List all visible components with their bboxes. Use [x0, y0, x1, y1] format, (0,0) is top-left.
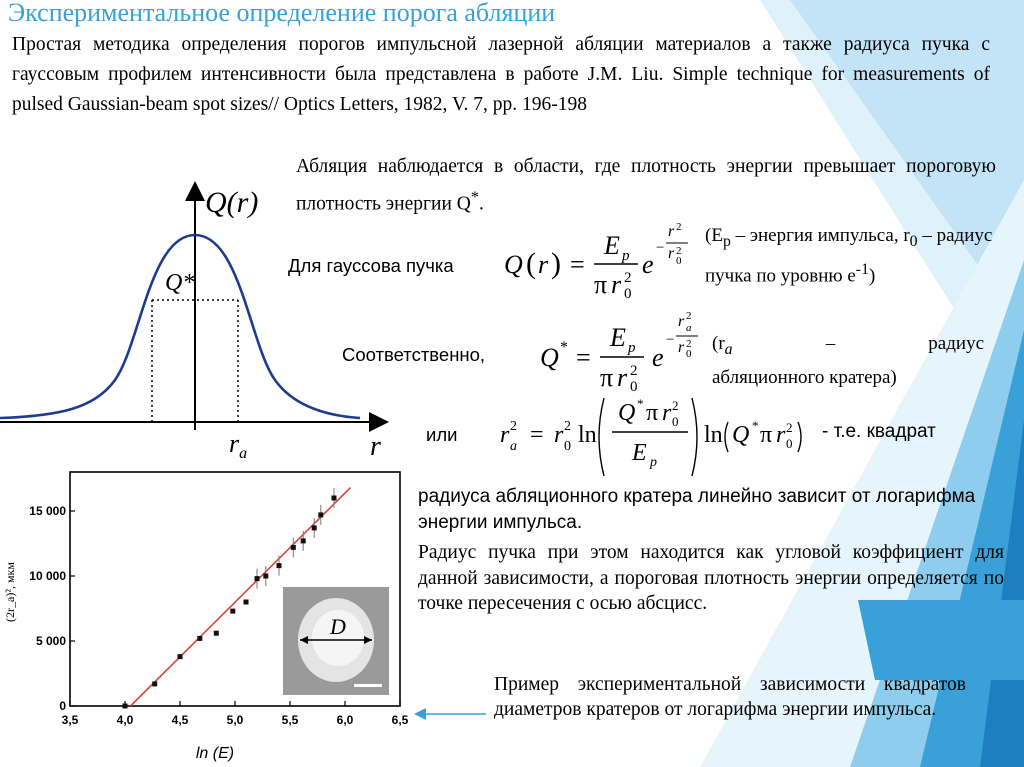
scale-bar: [354, 684, 382, 687]
data-point: [301, 538, 306, 543]
svg-text:r: r: [617, 363, 628, 392]
svg-text:E: E: [610, 323, 626, 352]
ablation-end: .: [478, 193, 484, 215]
experimental-chart: [0, 462, 410, 767]
x-tick-label: 6,5: [391, 713, 409, 727]
diameter-label: D: [330, 614, 346, 639]
note-sub: p: [722, 232, 731, 250]
svg-text:=: =: [570, 250, 585, 279]
data-point: [123, 704, 128, 709]
svg-text:e: e: [652, 343, 664, 372]
svg-text:*: *: [637, 396, 644, 411]
linear-paragraph: радиуса абляционного кратера линейно зависит от логарифма энергии импульса.: [418, 486, 976, 533]
svg-text:=: =: [576, 343, 591, 372]
data-point: [214, 631, 219, 636]
svg-text:Q: Q: [618, 400, 636, 426]
svg-text:r: r: [554, 422, 564, 448]
svg-text:r: r: [662, 400, 672, 426]
svg-text:0: 0: [676, 255, 682, 267]
svg-text:ln: ln: [578, 422, 597, 448]
y-tick-label: 10 000: [29, 569, 66, 583]
svg-text:a: a: [686, 322, 692, 334]
svg-text:*: *: [752, 418, 759, 433]
r-axis-label: r: [370, 431, 381, 460]
x-axis-title: ln (E): [195, 745, 235, 762]
note-sup: -1: [855, 260, 869, 278]
ra-note-line1: [712, 330, 984, 364]
svg-text:r: r: [500, 422, 510, 448]
svg-text:r: r: [678, 313, 685, 330]
svg-text:p: p: [628, 340, 636, 356]
y-tick-label: 0: [59, 699, 66, 713]
x-tick-label: 6,0: [336, 713, 354, 727]
ra-note-part: (r: [712, 333, 725, 354]
svg-text:a: a: [510, 439, 517, 454]
ablation-text: Абляция наблюдается в области, где плотность энергии превышает пороговую плотность энергии Q: [296, 156, 996, 215]
svg-text:Q: Q: [732, 422, 750, 448]
note-sub: 0: [909, 232, 918, 250]
svg-text:r: r: [668, 223, 675, 240]
svg-text:r: r: [776, 422, 786, 448]
svg-text:2: 2: [630, 363, 638, 379]
svg-text:0: 0: [672, 414, 679, 429]
x-tick-label: 4,5: [171, 713, 189, 727]
svg-text:=: =: [530, 422, 544, 448]
radius-paragraph: Радиус пучка при этом находится как угловой коэффициент для данной зависимости, а пороговая плотность энергии определяется по точке пересечения с осью абсцисс.: [418, 542, 1004, 614]
data-point: [197, 636, 202, 641]
energy-note: [705, 222, 1000, 290]
intro-paragraph: [12, 30, 990, 120]
svg-text:−: −: [656, 240, 665, 256]
slide-title: Экспериментальное определение порога абляции: [8, 0, 556, 27]
data-point: [152, 681, 157, 686]
data-point: [255, 576, 260, 581]
svg-text:E: E: [632, 440, 647, 466]
ablation-star: *: [470, 188, 479, 206]
ra-label: $r_a$: [229, 429, 248, 460]
note-part: – энергия импульса, r: [730, 225, 910, 246]
svg-text:2: 2: [686, 310, 692, 322]
data-point: [312, 525, 317, 530]
note-part: (E: [705, 225, 723, 246]
svg-text:r: r: [611, 270, 622, 299]
svg-text:ln: ln: [704, 422, 723, 448]
q-axis-label: Q(r): [205, 186, 259, 219]
svg-text:r: r: [668, 245, 675, 262]
data-point: [318, 512, 323, 517]
svg-text:(: (: [526, 247, 536, 280]
svg-text:e: e: [642, 250, 654, 279]
svg-text:0: 0: [564, 439, 571, 454]
svg-text:r: r: [538, 250, 549, 279]
svg-text:Q: Q: [540, 343, 559, 372]
data-point: [263, 574, 268, 579]
pointer-arrow: [414, 706, 488, 722]
svg-text:0: 0: [786, 436, 793, 451]
gauss-label: Для гауссова пучка: [288, 255, 454, 276]
x-tick-label: 3,5: [61, 713, 79, 727]
svg-text:2: 2: [564, 419, 571, 434]
x-tick-label: 4,0: [116, 713, 134, 727]
svg-text:2: 2: [510, 419, 517, 434]
svg-text:π: π: [646, 400, 659, 426]
data-point: [178, 654, 183, 659]
svg-text:π: π: [594, 270, 608, 299]
svg-text:0: 0: [686, 348, 692, 360]
ra-note-sub: a: [724, 340, 733, 358]
svg-text:2: 2: [676, 245, 682, 257]
ra-note-part: –: [825, 333, 836, 354]
intro-text: Простая методика определения порогов импульсной лазерной абляции материалов а также радиуса пучка с гауссовым профилем интенсивности была представлена в работе J.M. Liu. Simple technique for measurements of pulsed Gaussian-beam spot sizes// Optics Letters, 1982, V. 7, pp. 196-198: [12, 34, 990, 115]
data-point: [332, 496, 337, 501]
x-tick-label: 5,0: [226, 713, 244, 727]
svg-text:Q: Q: [504, 250, 523, 279]
or-label: или: [426, 424, 458, 445]
svg-text:2: 2: [676, 221, 682, 233]
example-paragraph: Пример экспериментальной зависимости квадратов диаметров кратеров от логарифма энергии импульса.: [494, 674, 966, 720]
svg-text:E: E: [604, 231, 620, 260]
ra-note-part: радиус: [928, 333, 984, 354]
svg-text:0: 0: [624, 286, 632, 300]
data-point: [291, 545, 296, 550]
svg-text:): ): [551, 247, 561, 280]
svg-text:−: −: [666, 332, 675, 348]
svg-text:2: 2: [624, 270, 632, 286]
note-part: ): [868, 265, 876, 287]
svg-text:0: 0: [630, 379, 638, 395]
gaussian-profile-graph: [0, 180, 395, 460]
ra-note: [712, 330, 984, 392]
correspondingly-label: Соответственно,: [342, 344, 486, 365]
svg-text:p: p: [622, 248, 630, 264]
svg-text:π: π: [760, 422, 773, 448]
svg-text:π: π: [600, 363, 614, 392]
y-tick-label: 15 000: [29, 504, 66, 518]
data-point: [277, 563, 282, 568]
data-point: [230, 609, 235, 614]
q-star-label: Q*: [165, 270, 195, 296]
y-axis-title: (2r_a)², мкм: [3, 562, 17, 622]
svg-text:r: r: [678, 339, 685, 356]
formula-threshold: [532, 306, 708, 398]
square-note: - т.е. квадрат: [822, 421, 936, 442]
svg-text:2: 2: [786, 420, 793, 435]
ra-note-line2: абляционного кратера): [712, 366, 897, 388]
ra-note-word: [712, 330, 733, 364]
note-part: – радиус пучка по уровню e: [705, 225, 993, 287]
y-tick-label: 5 000: [35, 634, 66, 648]
formula-gauss: [496, 210, 702, 300]
formula-log: [496, 392, 816, 482]
svg-text:2: 2: [686, 338, 692, 350]
svg-text:p: p: [650, 455, 657, 470]
svg-text:2: 2: [672, 398, 679, 413]
svg-text:*: *: [560, 339, 568, 356]
data-point: [244, 600, 249, 605]
x-tick-label: 5,5: [281, 713, 299, 727]
